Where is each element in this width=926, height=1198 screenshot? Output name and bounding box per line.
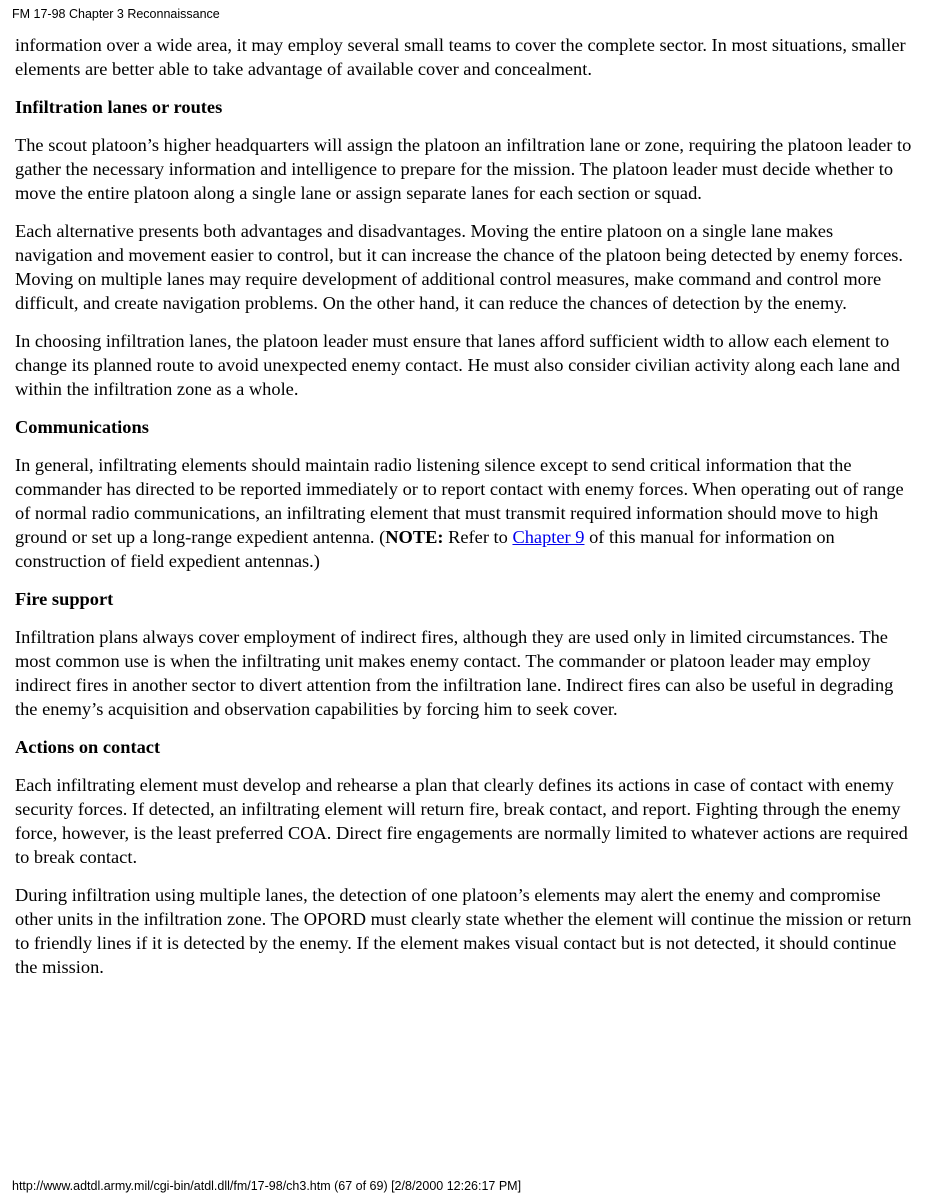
note-label: NOTE: [385, 527, 444, 547]
heading-infiltration-lanes: Infiltration lanes or routes [15, 97, 223, 117]
heading-fire-support: Fire support [15, 589, 114, 609]
heading-communications: Communications [15, 417, 149, 437]
intro-paragraph: information over a wide area, it may employ several small teams to cover the complete sector. In most situations, smaller elements are better able to take advantage of available cover and concealment. [15, 35, 906, 79]
note-text: of this manual for information on construction of field expedient antennas.) [15, 527, 835, 571]
paragraph: Each infiltrating element must develop and rehearse a plan that clearly defines its actions in case of contact with enemy security forces. If detected, an infiltrating element will return fire, break contact, and report. Fighting through the enemy force, however, is the least preferred COA. Direct fire engagements are normally limited to whatever actions are required to break contact. [15, 775, 908, 867]
paragraph: In choosing infiltration lanes, the platoon leader must ensure that lanes afford sufficient width to allow each element to change its planned route to avoid unexpected enemy contact. He must also consider civilian activity along each lane and within the infiltration zone as a whole. [15, 331, 900, 399]
paragraph: The scout platoon’s higher headquarters will assign the platoon an infiltration lane or zone, requiring the platoon leader to gather the necessary information and intelligence to prepare for the mission. The platoon leader must decide whether to move the entire platoon along a single lane or assign separate lanes for each section or squad. [15, 135, 912, 203]
page-footer: http://www.adtdl.army.mil/cgi-bin/atdl.dll/fm/17-98/ch3.htm (67 of 69) [2/8/2000 12:26:17 PM] [12, 1179, 522, 1193]
page-header: FM 17-98 Chapter 3 Reconnaissance [12, 7, 220, 21]
note-text: Refer to [443, 527, 513, 547]
heading-actions-on-contact: Actions on contact [15, 737, 161, 757]
paragraph: Each alternative presents both advantages and disadvantages. Moving the entire platoon on a single lane makes navigation and movement easier to control, but it can increase the chance of the platoon being detected by enemy forces. Moving on multiple lanes may require development of additional control measures, make command and control more difficult, and create navigation problems. On the other hand, it can reduce the chances of detection by the enemy. [15, 221, 904, 313]
chapter-9-link[interactable]: Chapter 9 [512, 527, 585, 547]
communications-paragraph [15, 453, 915, 573]
paragraph: Infiltration plans always cover employment of indirect fires, although they are used only in limited circumstances. The most common use is when the infiltrating unit makes enemy contact. The commander or platoon leader may employ indirect fires in another sector to divert attention from the infiltration lane. Indirect fires can also be useful in degrading the enemy’s acquisition and observation capabilities by forcing him to seek cover. [15, 627, 894, 719]
paragraph-text: In general, infiltrating elements should maintain radio listening silence except to send critical information that the commander has directed to be reported immediately or to report contact with enemy forces. When operating out of range of normal radio communications, an infiltrating element that must transmit required information should move to high ground or set up a long-range expedient antenna. ( [15, 455, 904, 547]
document-body [15, 33, 915, 993]
paragraph: During infiltration using multiple lanes, the detection of one platoon’s elements may alert the enemy and compromise other units in the infiltration zone. The OPORD must clearly state whether the element will continue the mission or return to friendly lines if it is detected by the enemy. If the element makes visual contact but is not detected, it should continue the mission. [15, 885, 912, 977]
